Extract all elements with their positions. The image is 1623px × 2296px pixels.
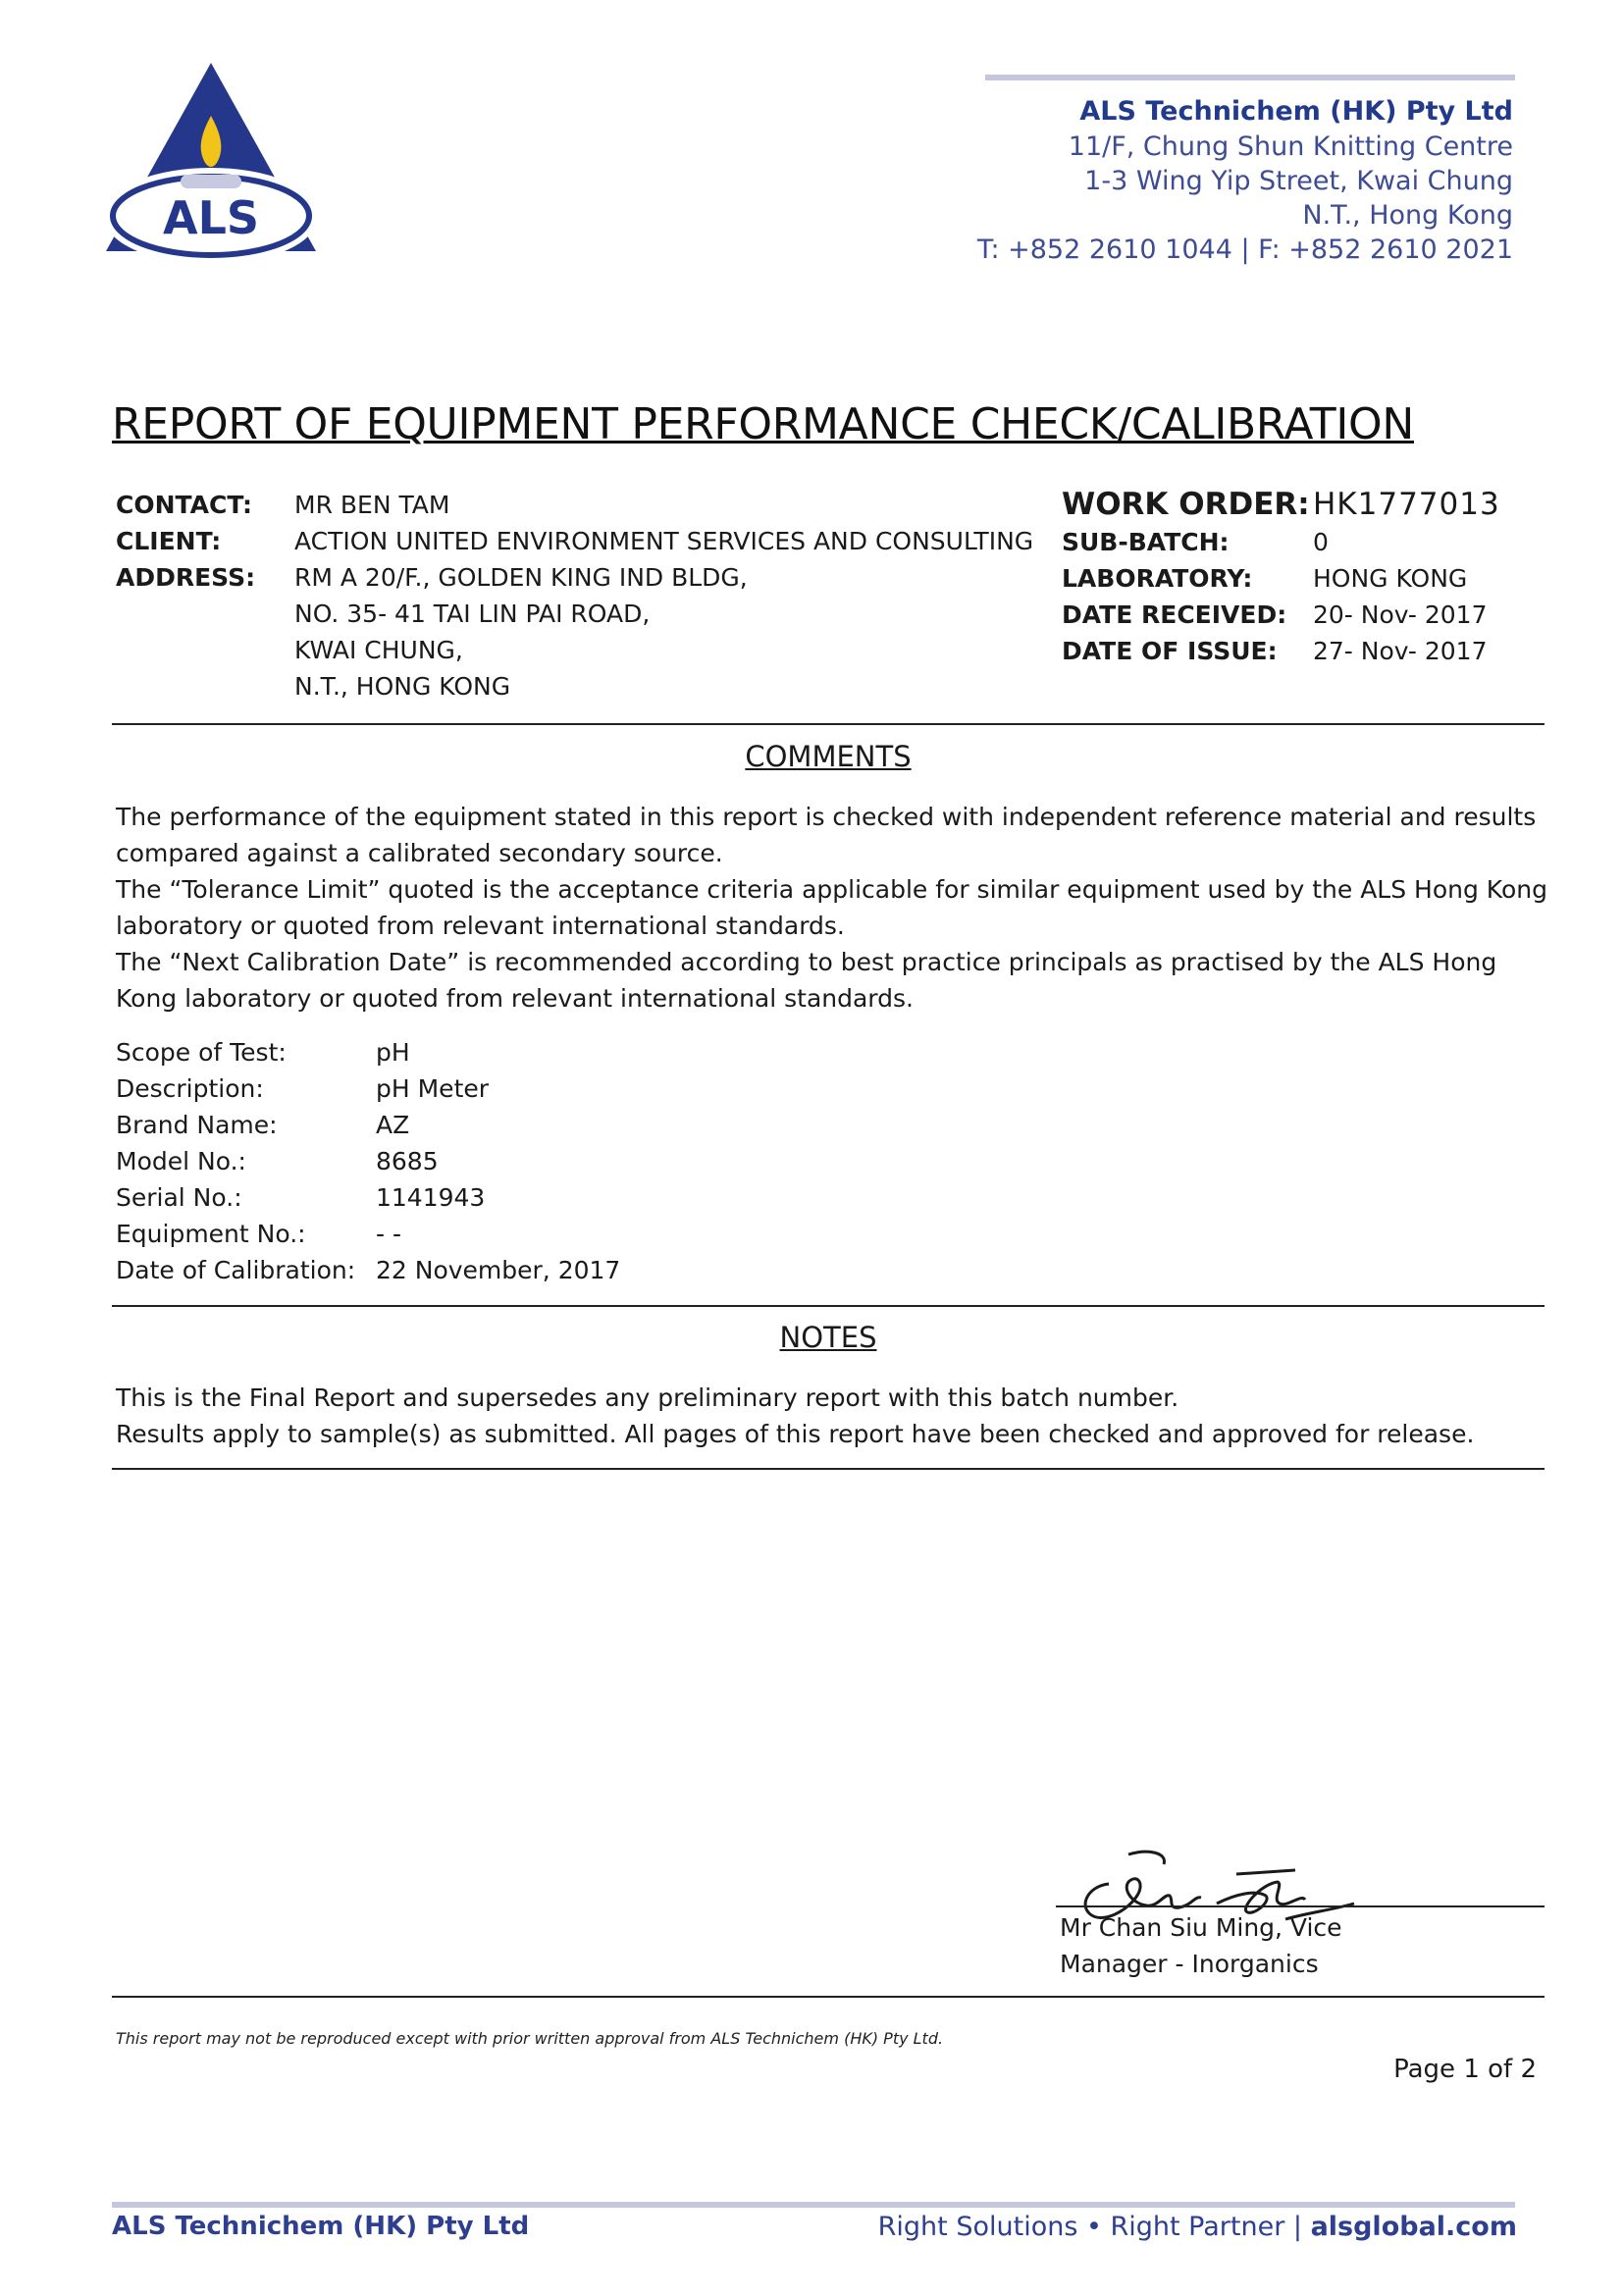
footer-website[interactable]: alsglobal.com [1310,2212,1517,2242]
comments-heading-text: COMMENTS [745,740,912,773]
sub-batch-value: 0 [1313,528,1329,556]
footer-company: ALS Technichem (HK) Pty Ltd [112,2212,530,2241]
footer-bar [112,2202,1515,2208]
laboratory-label: LABORATORY: [1062,564,1253,593]
equip-key: Scope of Test: [116,1038,287,1067]
equip-key: Date of Calibration: [116,1256,356,1284]
equip-key: Serial No.: [116,1183,242,1212]
contact-value: MR BEN TAM [294,491,450,519]
comment-line-2: compared against a calibrated secondary source. [116,839,723,867]
client-label: CLIENT: [116,527,222,555]
header-bar [985,75,1515,80]
equip-value: - - [376,1220,401,1248]
page-number: Page 1 of 2 [1393,2055,1537,2084]
right-info-labels [1062,485,1310,669]
equipment-keys [116,1034,355,1288]
equip-value: AZ [376,1111,410,1139]
client-address-line-2: NO. 35- 41 TAI LIN PAI ROAD, [294,600,651,628]
disclaimer: This report may not be reproduced except with prior written approval from ALS Technichem (HK) Pty Ltd. [116,2029,944,2048]
right-info-values [1313,485,1500,669]
sub-batch-label: SUB-BATCH: [1062,528,1230,556]
date-of-issue-value: 27- Nov- 2017 [1313,637,1488,665]
equip-key: Equipment No.: [116,1220,306,1248]
work-order-value: HK1777013 [1313,487,1500,522]
note-line-2: Results apply to sample(s) as submitted. All pages of this report have been checked and approved for release. [116,1420,1475,1448]
divider-1 [112,723,1544,725]
comment-line-6: Kong laboratory or quoted from relevant international standards. [116,984,914,1013]
divider-4 [112,1996,1544,1998]
contact-label: CONTACT: [116,491,253,519]
equip-key: Brand Name: [116,1111,278,1139]
signatory-block [1060,1909,1342,1982]
comments-text [116,799,1548,1017]
company-name: ALS Technichem (HK) Pty Ltd [1079,96,1513,127]
divider-2 [112,1305,1544,1307]
footer-tagline [878,2212,1517,2242]
signatory-name: Mr Chan Siu Ming, Vice [1060,1913,1342,1942]
report-title: REPORT OF EQUIPMENT PERFORMANCE CHECK/CALIBRATION [112,399,1414,449]
address-label: ADDRESS: [116,563,256,592]
note-line-1: This is the Final Report and supersedes any preliminary report with this batch number. [116,1383,1179,1412]
left-info-values [294,487,1033,704]
equip-key: Model No.: [116,1147,246,1175]
phone-fax: T: +852 2610 1044 | F: +852 2610 2021 [976,235,1513,265]
equipment-values [376,1034,620,1288]
client-value: ACTION UNITED ENVIRONMENT SERVICES AND CONSULTING [294,527,1034,555]
equip-value: 8685 [376,1147,439,1175]
logo-text: ALS [162,191,260,244]
equip-value: pH [376,1038,410,1067]
equip-value: 22 November, 2017 [376,1256,621,1284]
notes-heading-text: NOTES [779,1321,877,1354]
work-order-label: WORK ORDER: [1062,487,1310,522]
client-address-line-3: KWAI CHUNG, [294,636,463,664]
notes-text [116,1380,1548,1452]
company-block [977,94,1513,267]
date-received-label: DATE RECEIVED: [1062,600,1287,629]
signature-line [1056,1905,1544,1907]
client-address-line-4: N.T., HONG KONG [294,672,511,701]
date-of-issue-label: DATE OF ISSUE: [1062,637,1278,665]
address-line-2: 1-3 Wing Yip Street, Kwai Chung [1084,166,1513,196]
equip-value: 1141943 [376,1183,486,1212]
left-info-labels [116,487,255,596]
address-line-3: N.T., Hong Kong [1302,200,1513,231]
comment-line-5: The “Next Calibration Date” is recommended according to best practice principals as practised by the ALS Hong [116,948,1497,976]
date-received-value: 20- Nov- 2017 [1313,600,1488,629]
client-address-line-1: RM A 20/F., GOLDEN KING IND BLDG, [294,563,748,592]
equip-value: pH Meter [376,1074,490,1103]
divider-3 [112,1468,1544,1470]
footer-slogan: Right Solutions • Right Partner | [877,2212,1311,2242]
comment-line-3: The “Tolerance Limit” quoted is the acceptance criteria applicable for similar equipment used by the ALS Hong Kong [116,875,1547,904]
equip-key: Description: [116,1074,264,1103]
address-line-1: 11/F, Chung Shun Knitting Centre [1068,131,1513,162]
comment-line-1: The performance of the equipment stated in this report is checked with independent reference material and results [116,803,1537,831]
notes-heading [112,1321,1544,1354]
comment-line-4: laboratory or quoted from relevant international standards. [116,912,845,940]
signatory-title: Manager - Inorganics [1060,1950,1319,1978]
als-logo [102,59,320,267]
comments-heading [112,740,1544,773]
laboratory-value: HONG KONG [1313,564,1468,593]
